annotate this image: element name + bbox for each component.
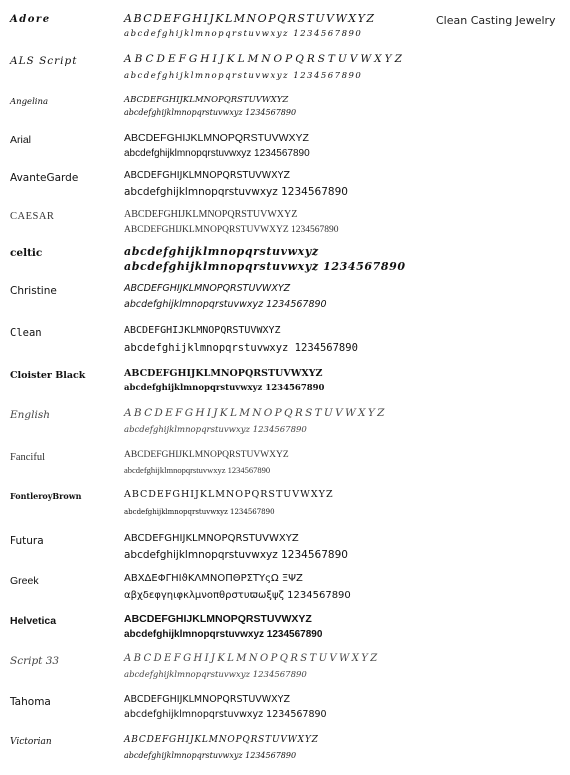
font-name: celtic	[10, 247, 43, 259]
font-row-arial	[0, 132, 570, 172]
font-name: English	[10, 409, 51, 421]
brand-title: Clean Casting Jewelry	[436, 14, 556, 27]
font-uppercase-sample: ABCDEFGHIJKLMNOPQRSTUVWXYZ	[124, 613, 312, 625]
font-row-greek	[0, 573, 570, 613]
font-name: Futura	[10, 535, 44, 547]
font-name: Fanciful	[10, 452, 45, 463]
font-uppercase-sample: ABCDEFGHIJKLMNOPQRSTUVWXYZ	[124, 170, 290, 181]
font-name: Angelina	[10, 97, 49, 107]
font-lowercase-sample: abcdefghijklmnopqrstuvwxyz 1234567890	[124, 751, 297, 760]
font-lowercase-sample: abcdefghijklmnopqrstuvwxyz 1234567890	[124, 29, 363, 39]
font-uppercase-sample: ABCDEFGHIJKLMNOPQRSTUVWXYZ	[124, 368, 323, 379]
font-name: Script 33	[10, 655, 60, 667]
font-name: Clean	[10, 327, 42, 339]
font-row-victorian	[0, 735, 570, 775]
font-row-fanciful	[0, 450, 570, 490]
font-row-script-33	[0, 653, 570, 693]
font-name: Greek	[10, 575, 39, 587]
font-uppercase-sample: ABCDEFGHIJKLMNOPQRSTUVWXYZ	[124, 209, 298, 220]
font-name: Arial	[10, 134, 32, 146]
font-lowercase-sample: αβχδεφγηιφκλμνοπθρστυϖωξψζ 1234567890	[124, 590, 351, 601]
font-uppercase-sample: ABCDEFGHIJKLMNOPQRSTUVWXYZ	[124, 533, 299, 544]
font-row-christine	[0, 283, 570, 323]
font-uppercase-sample: ABCDEFGHIJKLMNOPQRSTUVWXYZ	[124, 489, 334, 500]
font-row-cloister-black	[0, 368, 570, 408]
font-lowercase-sample: abcdefghijklmnopqrstuvwxyz 1234567890	[124, 299, 327, 310]
font-row-avantegarde	[0, 170, 570, 210]
font-row-fontleroybrown	[0, 489, 570, 529]
font-name: FontleroyBrown	[10, 491, 82, 501]
font-lowercase-sample: abcdefghijklmnopqrstuvwxyz 1234567890	[124, 508, 275, 516]
font-uppercase-sample: ABCDEFGHIJKLMNOPQRSTUVWXYZ	[124, 735, 319, 745]
font-row-als-script	[0, 53, 570, 93]
font-row-celtic	[0, 245, 570, 285]
font-row-tahoma	[0, 694, 570, 734]
font-lowercase-sample: abcdefghijklmnopqrstuvwxyz 1234567890	[124, 108, 297, 117]
font-name: Tahoma	[10, 696, 51, 708]
font-lowercase-sample: abcdefghijklmnopqrstuvwxyz 1234567890	[124, 71, 363, 81]
font-lowercase-sample: abcdefghijklmnopqrstuvwxyz 1234567890	[124, 549, 348, 561]
font-name: Cloister Black	[10, 370, 86, 381]
font-lowercase-sample: abcdefghijklmnopqrstuvwxyz 1234567890	[124, 383, 325, 393]
font-lowercase-sample: abcdefghijklmnopqrstuvwxyz 1234567890	[124, 148, 310, 159]
font-name: Victorian	[10, 737, 52, 747]
font-lowercase-sample: abcdefghijklmnopqrstuvwxyz 1234567890	[124, 670, 307, 680]
font-row-helvetica	[0, 613, 570, 653]
font-name: Helvetica	[10, 615, 57, 627]
font-name: ALS Script	[10, 55, 78, 67]
font-uppercase-sample: ΑΒΧΔΕΦΓΗΙϑΚΛΜΝΟΠΘΡΣΤΥςΩ ΞΨΖ	[124, 573, 303, 584]
font-uppercase-sample: ABCDEFGHIJKLMNOPQRSTUVWXYZ	[124, 325, 281, 336]
font-uppercase-sample: ABCDEFGHIJKLMNOPQRSTUVWXYZ	[124, 407, 387, 419]
font-uppercase-sample: ABCDEFGHIJKLMNOPQRSTUVWXYZ	[124, 283, 291, 294]
font-uppercase-sample: ABCDEFGHIJKLMNOPQRSTUVWXYZ	[124, 12, 376, 25]
font-lowercase-sample: abcdefghijklmnopqrstuvwxyz 1234567890	[124, 260, 406, 273]
font-uppercase-sample: ABCDEFGHIJKLMNOPQRSTUVWXYZ	[124, 53, 405, 65]
font-lowercase-sample: abcdefghijklmnopqrstuvwxyz 1234567890	[124, 425, 307, 435]
font-lowercase-sample: abcdefghijklmnopqrstuvwxyz 1234567890	[124, 186, 348, 198]
font-row-adore	[0, 12, 570, 52]
font-uppercase-sample: ABCDEFGHIJKLMNOPQRSTUVWXYZ	[124, 95, 289, 105]
font-row-caesar	[0, 209, 570, 249]
font-uppercase-sample: ABCDEFGHIJKLMNOPQRSTUVWXYZ	[124, 132, 309, 144]
font-lowercase-sample: ABCDEFGHIJKLMNOPQRSTUVWXYZ 1234567890	[124, 225, 339, 235]
font-uppercase-sample: ABCDEFGHIJKLMNOPQRSTUVWXYZ	[124, 450, 289, 460]
font-name: AvanteGarde	[10, 172, 79, 184]
font-row-english	[0, 407, 570, 447]
font-uppercase-sample: ABCDEFGHIJKLMNOPQRSTUVWXYZ	[124, 694, 290, 705]
font-row-angelina	[0, 95, 570, 135]
font-uppercase-sample: abcdefghijklmnopqrstuvwxyz	[124, 245, 319, 258]
font-row-futura	[0, 533, 570, 573]
font-name: Adore	[10, 14, 51, 25]
font-uppercase-sample: ABCDEFGHIJKLMNOPQRSTUVWXYZ	[124, 653, 380, 664]
font-name: CAESAR	[10, 211, 55, 222]
font-row-clean	[0, 325, 570, 365]
font-lowercase-sample: abcdefghijklmnopqrstuvwxyz 1234567890	[124, 465, 271, 475]
font-lowercase-sample: abcdefghijklmnopqrstuvwxyz 1234567890	[124, 709, 327, 720]
font-lowercase-sample: abcdefghijklmnopqrstuvwxyz 1234567890	[124, 629, 323, 640]
font-lowercase-sample: abcdefghijklmnopqrstuvwxyz 1234567890	[124, 342, 358, 354]
font-name: Christine	[10, 285, 57, 297]
